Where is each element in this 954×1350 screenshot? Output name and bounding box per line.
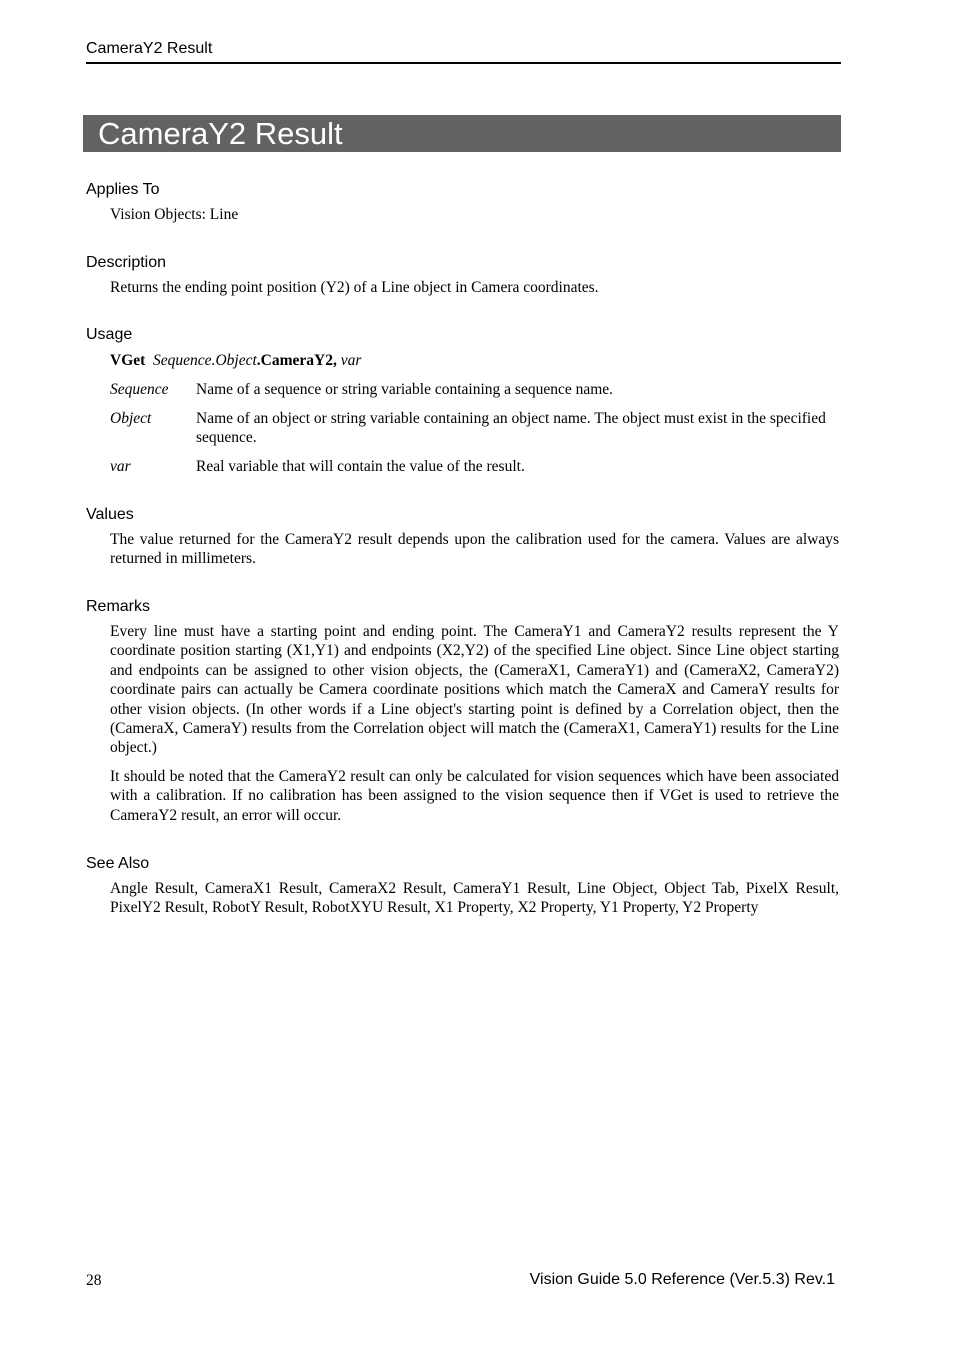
page-number: 28 (86, 1272, 102, 1289)
param-def-var: Real variable that will contain the value of the result. (196, 458, 525, 475)
footer-doc-title: Vision Guide 5.0 Reference (Ver.5.3) Rev.1 (529, 1271, 835, 1288)
usage-heading: Usage (86, 326, 133, 343)
remarks-paragraph-1: Every line must have a starting point and ending point. The CameraY1 and CameraY2 results represent the Y coordinate position starting (X1,Y1) and endpoints (X2,Y2) of the specified Line object. Since Line object starting and endpoints can be assigned to other vision objects, the (CameraX1, CameraY1) and (CameraX2, CameraY2) coordinate pairs can actually be Camera coordinate positions which match the CameraX and CameraY results for other vision objects. (In other words if a Line object's starting point is defined by a Correlation object, then the (CameraX, CameraY) results from the Correlation object will match the (CameraX1, CameraY1) results for the Line object.) (110, 623, 839, 757)
usage-target: Sequence.Object (153, 352, 257, 369)
page-title-bar (83, 115, 841, 152)
remarks-heading: Remarks (86, 598, 151, 615)
remarks-paragraph-2: It should be noted that the CameraY2 result can only be calculated for vision sequences which have been associated with a calibration. If no calibration has been assigned to the vision sequence then if VGet is used to retrieve the CameraY2 result, an error will occur. (110, 768, 839, 824)
usage-syntax (110, 351, 361, 370)
see-also-text: Angle Result, CameraX1 Result, CameraX2 Result, CameraY1 Result, Line Object, Object Tab, PixelX Result, PixelY2 Result, RobotY Result, RobotXYU Result, X1 Property, X2 Property, Y1 Property, Y2 Property (110, 880, 839, 917)
description-text: Returns the ending point position (Y2) of a Line object in Camera coordinates. (110, 279, 599, 296)
page-title: CameraY2 Result (98, 116, 343, 151)
applies-to-heading: Applies To (86, 181, 160, 198)
param-term-sequence: Sequence (110, 381, 169, 398)
usage-var: var (340, 352, 362, 369)
param-term-object: Object (110, 410, 152, 427)
param-term-var: var (110, 458, 131, 475)
applies-to-text: Vision Objects: Line (110, 206, 239, 223)
usage-property: .CameraY2, (256, 352, 337, 369)
values-text: The value returned for the CameraY2 result depends upon the calibration used for the camera. Values are always returned in millimeters. (110, 531, 839, 568)
values-heading: Values (86, 506, 134, 523)
running-header: CameraY2 Result (86, 40, 841, 64)
see-also-heading: See Also (86, 855, 150, 872)
param-def-sequence: Name of a sequence or string variable containing a sequence name. (196, 381, 614, 398)
usage-command: VGet (110, 352, 146, 369)
param-def-object: Name of an object or string variable containing an object name. The object must exist in the specified sequence. (196, 410, 826, 447)
description-heading: Description (86, 254, 167, 271)
